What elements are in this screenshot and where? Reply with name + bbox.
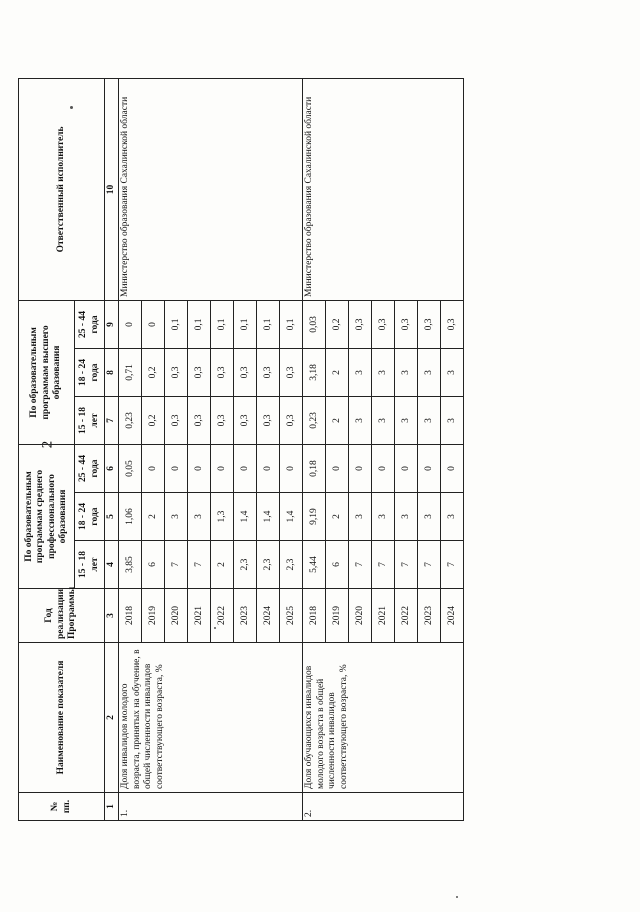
value-cell: 3: [441, 493, 464, 541]
year-cell: 2018: [119, 589, 142, 643]
value-cell: 7: [395, 541, 418, 589]
column-number: 9: [105, 300, 119, 348]
value-cell: 3: [418, 348, 441, 396]
value-cell: 1,4: [257, 493, 280, 541]
table-row: [303, 78, 326, 820]
value-cell: 0,3: [234, 348, 257, 396]
value-cell: 2: [211, 541, 234, 589]
value-cell: 7: [418, 541, 441, 589]
header-year: Год реализации Программы: [19, 589, 105, 643]
value-cell: 0,23: [303, 396, 326, 444]
value-cell: 0,1: [280, 300, 303, 348]
responsible-executor: Министерство образования Сахалинской области: [119, 78, 303, 300]
value-cell: 3: [165, 493, 188, 541]
value-cell: 3: [349, 348, 372, 396]
value-cell: 0,2: [142, 348, 165, 396]
value-cell: 0,3: [257, 396, 280, 444]
indicators-table: [18, 78, 464, 821]
column-number: 6: [105, 444, 119, 492]
table-row: [119, 78, 142, 820]
value-cell: 0: [211, 444, 234, 492]
value-cell: 0: [142, 444, 165, 492]
value-cell: 0,1: [188, 300, 211, 348]
scan-speck: [70, 106, 73, 109]
header-vo-group: По образовательным программам высшего образования: [19, 300, 75, 444]
year-cell: 2020: [349, 589, 372, 643]
value-cell: 0: [257, 444, 280, 492]
value-cell: 0,03: [303, 300, 326, 348]
header-vo-15-18: 15 - 18 лет: [75, 396, 105, 444]
value-cell: 0: [234, 444, 257, 492]
value-cell: 0,2: [326, 300, 349, 348]
value-cell: 2: [142, 493, 165, 541]
value-cell: 0,1: [165, 300, 188, 348]
value-cell: 1,3: [211, 493, 234, 541]
value-cell: 9,19: [303, 493, 326, 541]
column-number: 5: [105, 493, 119, 541]
value-cell: 0,3: [280, 348, 303, 396]
year-cell: 2025: [280, 589, 303, 643]
scan-speck: [214, 627, 216, 629]
year-cell: 2019: [326, 589, 349, 643]
value-cell: 0,05: [119, 444, 142, 492]
value-cell: 2,3: [257, 541, 280, 589]
value-cell: 3,18: [303, 348, 326, 396]
value-cell: 0,1: [234, 300, 257, 348]
value-cell: 0,3: [418, 300, 441, 348]
header-executor: Ответственный исполнитель: [19, 78, 105, 300]
year-cell: 2019: [142, 589, 165, 643]
value-cell: 0,3: [441, 300, 464, 348]
value-cell: 0,3: [395, 300, 418, 348]
year-cell: 2022: [211, 589, 234, 643]
header-no: № пп.: [19, 793, 105, 821]
value-cell: 0: [165, 444, 188, 492]
column-numbers-row: [105, 78, 119, 820]
indicator-name: Доля обучающихся инвалидов молодого возраста в общей численности инвалидов соответствующего возраста, %: [303, 643, 464, 793]
value-cell: 7: [441, 541, 464, 589]
value-cell: 3: [418, 493, 441, 541]
value-cell: 0,3: [165, 348, 188, 396]
value-cell: 0: [395, 444, 418, 492]
year-cell: 2024: [257, 589, 280, 643]
value-cell: 2: [326, 348, 349, 396]
value-cell: 0: [280, 444, 303, 492]
header-spo-group: По образовательным программам среднего профессионального образования: [19, 444, 75, 588]
value-cell: 0: [188, 444, 211, 492]
value-cell: 3: [395, 493, 418, 541]
scan-speck: [456, 896, 458, 898]
value-cell: 0,23: [119, 396, 142, 444]
value-cell: 0,71: [119, 348, 142, 396]
header-spo-15-18: 15 - 18 лет: [75, 541, 105, 589]
value-cell: 2: [326, 396, 349, 444]
value-cell: 0,1: [211, 300, 234, 348]
value-cell: 3: [372, 396, 395, 444]
value-cell: 1,4: [234, 493, 257, 541]
column-number: 8: [105, 348, 119, 396]
year-cell: 2021: [188, 589, 211, 643]
value-cell: 3: [441, 348, 464, 396]
year-cell: 2022: [395, 589, 418, 643]
value-cell: 0,3: [165, 396, 188, 444]
value-cell: 3: [372, 493, 395, 541]
value-cell: 7: [188, 541, 211, 589]
year-cell: 2024: [441, 589, 464, 643]
value-cell: 3: [349, 493, 372, 541]
value-cell: 3: [441, 396, 464, 444]
column-number: 1: [105, 793, 119, 821]
page-number: 2: [39, 440, 56, 449]
value-cell: 0,18: [303, 444, 326, 492]
value-cell: 5,44: [303, 541, 326, 589]
value-cell: 3: [349, 396, 372, 444]
column-number: 10: [105, 78, 119, 300]
column-number: 3: [105, 589, 119, 643]
value-cell: 0: [326, 444, 349, 492]
year-cell: 2020: [165, 589, 188, 643]
column-number: 7: [105, 396, 119, 444]
year-cell: 2021: [372, 589, 395, 643]
responsible-executor: Министерство образования Сахалинской области: [303, 78, 464, 300]
value-cell: 3: [188, 493, 211, 541]
value-cell: 7: [349, 541, 372, 589]
year-cell: 2023: [234, 589, 257, 643]
value-cell: 0: [441, 444, 464, 492]
value-cell: 0,3: [257, 348, 280, 396]
value-cell: 0,2: [142, 396, 165, 444]
value-cell: 3: [372, 348, 395, 396]
value-cell: 0,3: [211, 396, 234, 444]
value-cell: 7: [165, 541, 188, 589]
value-cell: 6: [326, 541, 349, 589]
value-cell: 0: [418, 444, 441, 492]
value-cell: 2: [326, 493, 349, 541]
value-cell: 3: [395, 348, 418, 396]
value-cell: 1,4: [280, 493, 303, 541]
value-cell: 6: [142, 541, 165, 589]
header-vo-18-24: 18 - 24 года: [75, 348, 105, 396]
value-cell: 0,3: [349, 300, 372, 348]
header-spo-25-44: 25 - 44 года: [75, 444, 105, 492]
value-cell: 1,06: [119, 493, 142, 541]
indicator-name: Доля инвалидов молодого возраста, принятых на обучение, в общей численности инвалидов соответствующего возраста, %: [119, 643, 303, 793]
value-cell: 0: [119, 300, 142, 348]
value-cell: 0: [372, 444, 395, 492]
value-cell: 2,3: [280, 541, 303, 589]
year-cell: 2023: [418, 589, 441, 643]
value-cell: 0: [349, 444, 372, 492]
value-cell: 3,85: [119, 541, 142, 589]
header-name: Наименование показателя: [19, 643, 105, 793]
value-cell: 2,3: [234, 541, 257, 589]
value-cell: 0,3: [188, 348, 211, 396]
value-cell: 0,3: [372, 300, 395, 348]
column-number: 2: [105, 643, 119, 793]
header-spo-18-24: 18 - 24 года: [75, 493, 105, 541]
value-cell: 0,3: [234, 396, 257, 444]
value-cell: 0,3: [211, 348, 234, 396]
value-cell: 7: [372, 541, 395, 589]
value-cell: 0,3: [280, 396, 303, 444]
value-cell: 0: [142, 300, 165, 348]
value-cell: 3: [395, 396, 418, 444]
column-number: 4: [105, 541, 119, 589]
row-number: 1.: [119, 793, 303, 821]
value-cell: 0,1: [257, 300, 280, 348]
rotated-table-container: [18, 79, 457, 821]
year-cell: 2018: [303, 589, 326, 643]
value-cell: 3: [418, 396, 441, 444]
header-vo-25-44: 25 - 44 года: [75, 300, 105, 348]
row-number: 2.: [303, 793, 464, 821]
value-cell: 0,3: [188, 396, 211, 444]
